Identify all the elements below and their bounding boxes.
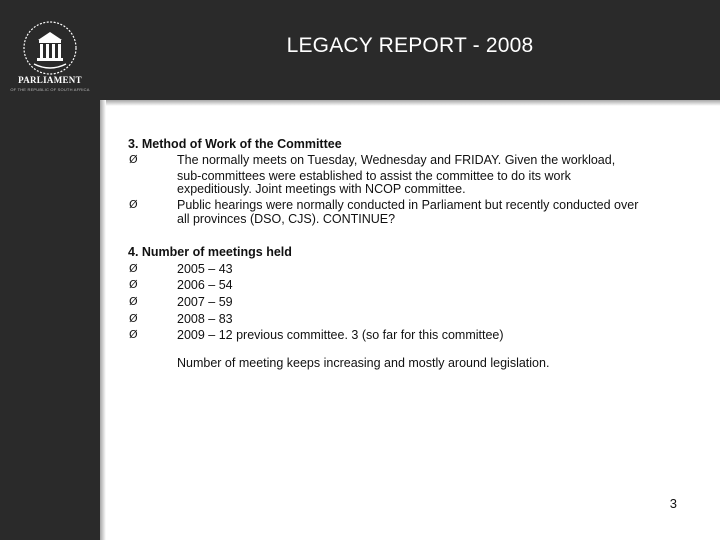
page-number: 3 — [669, 496, 677, 511]
arrow-bullet-icon: Ø — [129, 328, 138, 341]
bullet1-line2: sub-committees were established to assist the committee to do its work — [177, 169, 571, 183]
arrow-bullet-icon: Ø — [129, 278, 138, 291]
meeting-item: 2007 – 59 — [177, 295, 233, 309]
arrow-bullet-icon: Ø — [129, 312, 138, 325]
meeting-item: 2005 – 43 — [177, 262, 233, 276]
bullet1-line3: expeditiously. Joint meetings with NCOP committee. — [177, 182, 466, 196]
slide-title: LEGACY REPORT - 2008 — [286, 34, 534, 57]
bullet2-line1: Public hearings were normally conducted in Parliament but recently conducted over — [177, 198, 639, 212]
meeting-item: 2006 – 54 — [177, 278, 233, 292]
section3-heading: 3. Method of Work of the Committee — [128, 137, 342, 151]
arrow-bullet-icon: Ø — [129, 262, 138, 275]
parliament-subtitle: OF THE REPUBLIC OF SOUTH AFRICA — [10, 87, 90, 92]
parliament-name: PARLIAMENT — [18, 75, 82, 85]
bullet1-line1: The normally meets on Tuesday, Wednesday and FRIDAY. Given the workload, — [177, 153, 616, 167]
arrow-bullet-icon: Ø — [129, 198, 138, 211]
arrow-bullet-icon: Ø — [129, 153, 138, 166]
meeting-item: 2008 – 83 — [177, 312, 233, 326]
meeting-item: 2009 – 12 previous committee. 3 (so far for this committee) — [177, 328, 504, 342]
bullet2-line2: all provinces (DSO, CJS). CONTINUE? — [177, 212, 396, 226]
meetings-note: Number of meeting keeps increasing and mostly around legislation. — [177, 356, 550, 370]
arrow-bullet-icon: Ø — [129, 295, 138, 308]
section4-heading: 4. Number of meetings held — [128, 245, 292, 259]
